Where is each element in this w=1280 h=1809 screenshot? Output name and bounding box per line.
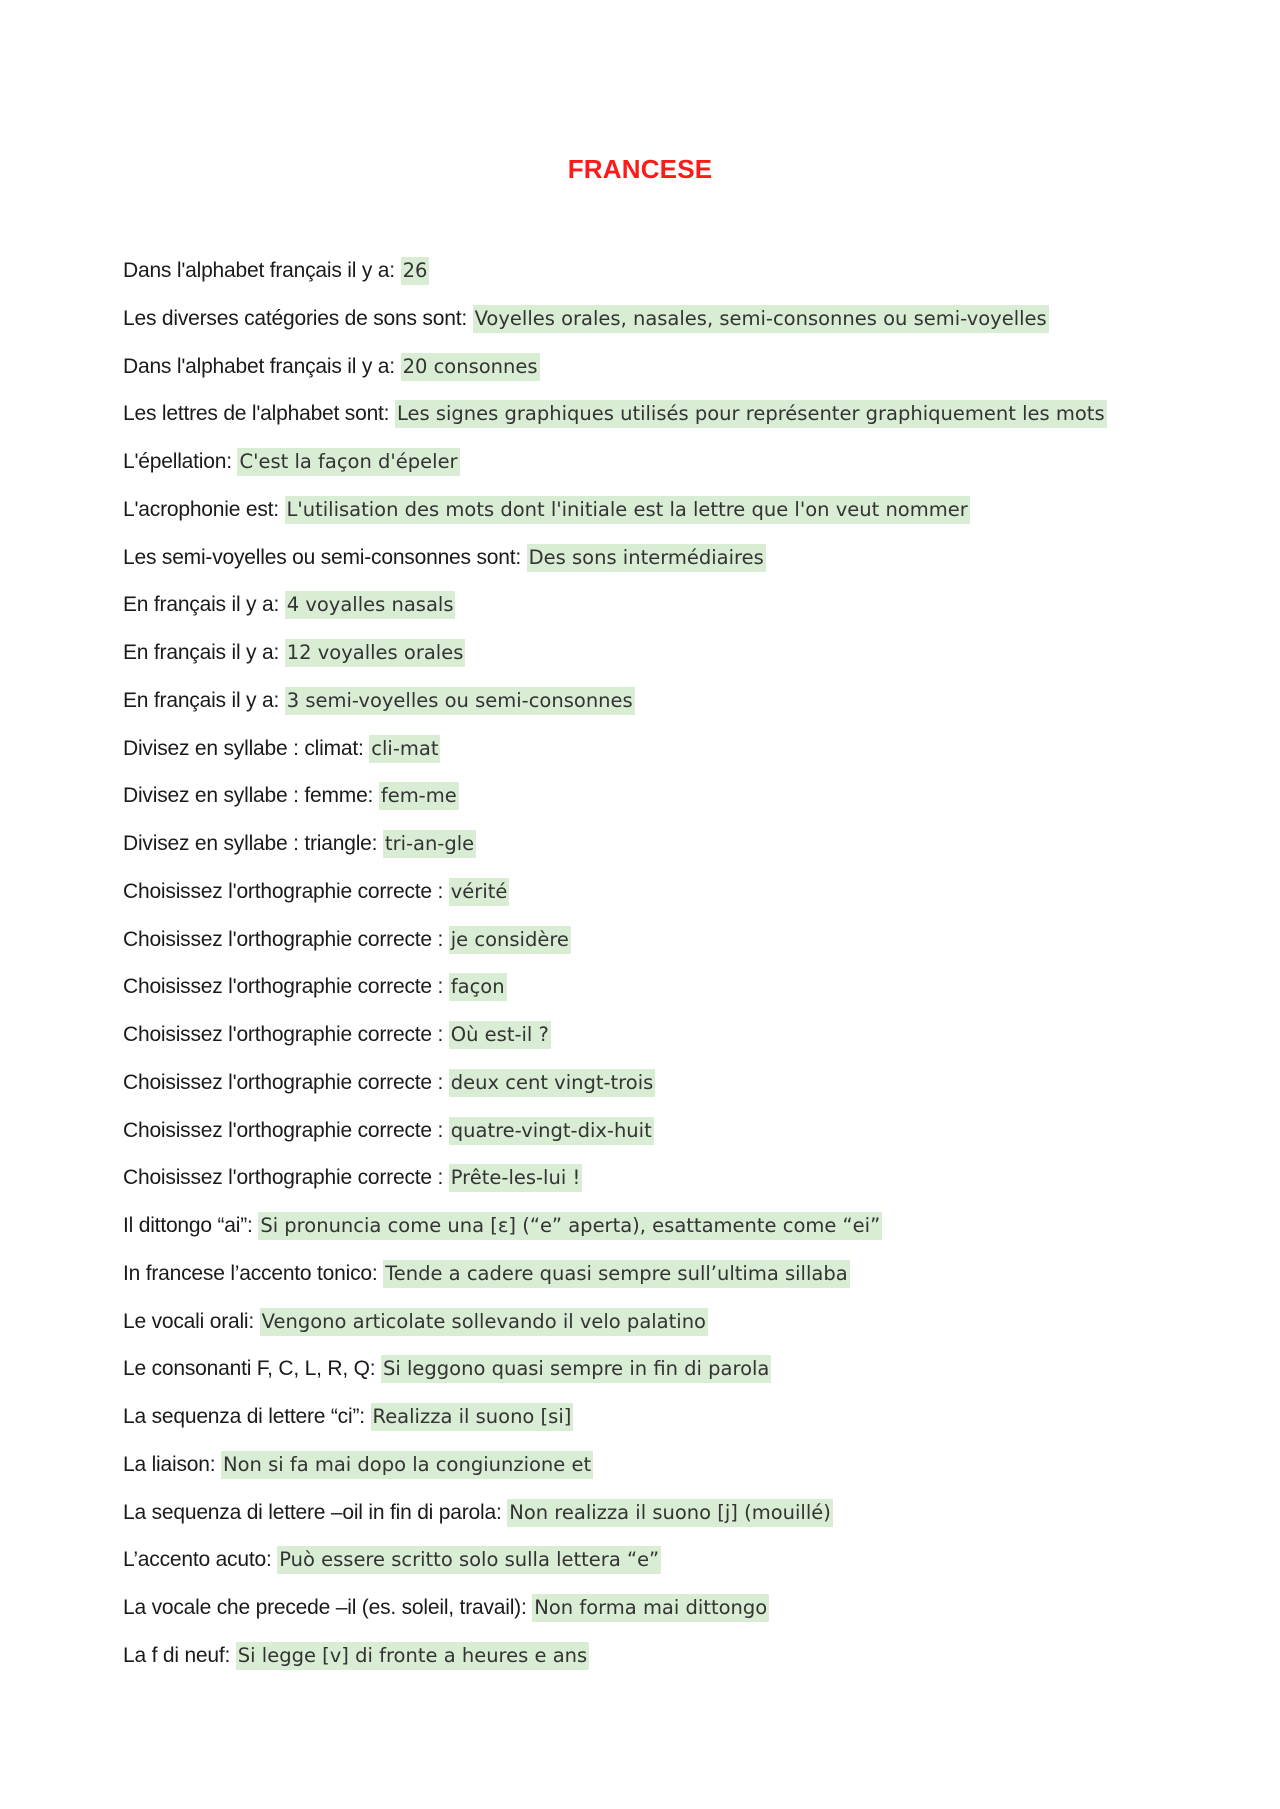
question-line (123, 256, 1223, 304)
question-line (123, 925, 1223, 973)
answer-highlight: Prête-les-lui ! (449, 1164, 583, 1192)
question-line (123, 1068, 1223, 1116)
question-text: Les diverses catégories de sons sont: (123, 306, 473, 330)
question-line (123, 1020, 1223, 1068)
question-text: Divisez en syllabe : femme: (123, 784, 379, 808)
answer-highlight: fem-me (379, 782, 459, 810)
question-text: In francese l’accento tonico: (123, 1261, 384, 1285)
question-text: L'acrophonie est: (123, 497, 285, 521)
answer-highlight: Non si fa mai dopo la congiunzione et (221, 1451, 593, 1479)
question-line (123, 1211, 1223, 1259)
question-line (123, 1402, 1223, 1450)
question-list (123, 256, 1223, 1689)
answer-highlight: 4 voyalles nasals (285, 591, 456, 619)
question-line (123, 829, 1223, 877)
answer-highlight: Vengono articolate sollevando il velo palatino (260, 1308, 708, 1336)
question-line (123, 972, 1223, 1020)
question-text: Divisez en syllabe : climat: (123, 736, 370, 760)
question-line (123, 1163, 1223, 1211)
answer-highlight: L'utilisation des mots dont l'initiale est la lettre que l'on veut nommer (285, 496, 970, 524)
answer-highlight: Non forma mai dittongo (532, 1594, 769, 1622)
answer-highlight: Può essere scritto solo sulla lettera “e” (277, 1546, 661, 1574)
question-text: La liaison: (123, 1452, 221, 1476)
answer-highlight: je considère (449, 926, 571, 954)
question-text: En français il y a: (123, 688, 285, 712)
answer-highlight: façon (449, 973, 507, 1001)
question-text: Choisissez l'orthographie correcte : (123, 1070, 449, 1094)
answer-highlight: Realizza il suono [si] (371, 1403, 574, 1431)
question-line (123, 1641, 1223, 1689)
question-text: Choisissez l'orthographie correcte : (123, 975, 449, 999)
question-text: Choisissez l'orthographie correcte : (123, 1023, 449, 1046)
answer-highlight: C'est la façon d'épeler (237, 448, 459, 476)
question-line (123, 877, 1223, 925)
question-text: Les lettres de l'alphabet sont: (123, 402, 395, 426)
question-line (123, 543, 1223, 591)
question-line (123, 495, 1223, 543)
question-text: Dans l'alphabet français il y a: (123, 354, 401, 378)
answer-highlight: Où est-il ? (449, 1021, 551, 1049)
answer-highlight: vérité (449, 878, 510, 906)
question-text: En français il y a: (123, 593, 285, 617)
question-line (123, 447, 1223, 495)
question-text: Les semi-voyelles ou semi-consonnes sont: (123, 545, 527, 569)
document-title: FRANCESE (567, 154, 713, 184)
answer-highlight: Tende a cadere quasi sempre sull’ultima sillaba (383, 1260, 850, 1288)
answer-highlight: Non realizza il suono [j] (mouillé) (507, 1499, 833, 1527)
question-text: Le consonanti F, C, L, R, Q: (123, 1357, 381, 1381)
question-line (123, 1259, 1223, 1307)
answer-highlight: 20 consonnes (401, 353, 540, 381)
question-line (123, 686, 1223, 734)
answer-highlight: Si legge [v] di fronte a heures e ans (236, 1642, 589, 1670)
question-text: La sequenza di lettere “ci”: (123, 1405, 371, 1428)
question-line (123, 638, 1223, 686)
answer-highlight: Des sons intermédiaires (527, 544, 766, 572)
question-line (123, 352, 1223, 400)
answer-highlight: Voyelles orales, nasales, semi-consonnes ou semi-voyelles (473, 305, 1049, 333)
answer-highlight: Si pronuncia come una [ɛ] (“e” aperta), esattamente come “ei” (258, 1212, 882, 1240)
answer-highlight: cli-mat (369, 735, 440, 763)
question-text: La f di neuf: (123, 1643, 236, 1667)
answer-highlight: Les signes graphiques utilisés pour représenter graphiquement les mots (395, 400, 1107, 428)
answer-highlight: deux cent vingt-trois (449, 1069, 656, 1097)
question-line (123, 734, 1223, 782)
answer-highlight: 12 voyalles orales (285, 639, 466, 667)
question-line (123, 304, 1223, 352)
question-line (123, 1545, 1223, 1593)
question-text: Choisissez l'orthographie correcte : (123, 927, 449, 951)
question-text: Divisez en syllabe : triangle: (123, 832, 383, 855)
question-line (123, 781, 1223, 829)
question-line (123, 399, 1223, 447)
question-line (123, 1307, 1223, 1355)
question-line (123, 1593, 1223, 1641)
question-text: En français il y a: (123, 641, 285, 664)
answer-highlight: 26 (401, 257, 430, 285)
question-text: Dans l'alphabet français il y a: (123, 259, 401, 282)
question-text: Choisissez l'orthographie correcte : (123, 1118, 449, 1142)
question-line (123, 1116, 1223, 1164)
question-line (123, 590, 1223, 638)
answer-highlight: quatre-vingt-dix-huit (449, 1117, 654, 1145)
question-text: L’accento acuto: (123, 1548, 278, 1572)
question-line (123, 1450, 1223, 1498)
question-text: Le vocali orali: (123, 1309, 260, 1333)
question-text: L'épellation: (123, 450, 238, 473)
question-text: La vocale che precede –il (es. soleil, travail): (123, 1596, 533, 1619)
answer-highlight: Si leggono quasi sempre in fin di parola (381, 1355, 771, 1383)
answer-highlight: 3 semi-voyelles ou semi-consonnes (285, 687, 635, 715)
question-text: Il dittongo “ai”: (123, 1214, 259, 1237)
question-text: Choisissez l'orthographie correcte : (123, 879, 449, 903)
question-text: Choisissez l'orthographie correcte : (123, 1166, 449, 1190)
question-line (123, 1498, 1223, 1546)
answer-highlight: tri-an-gle (383, 830, 476, 858)
question-line (123, 1354, 1223, 1402)
question-text: La sequenza di lettere –oil in fin di parola: (123, 1500, 508, 1524)
